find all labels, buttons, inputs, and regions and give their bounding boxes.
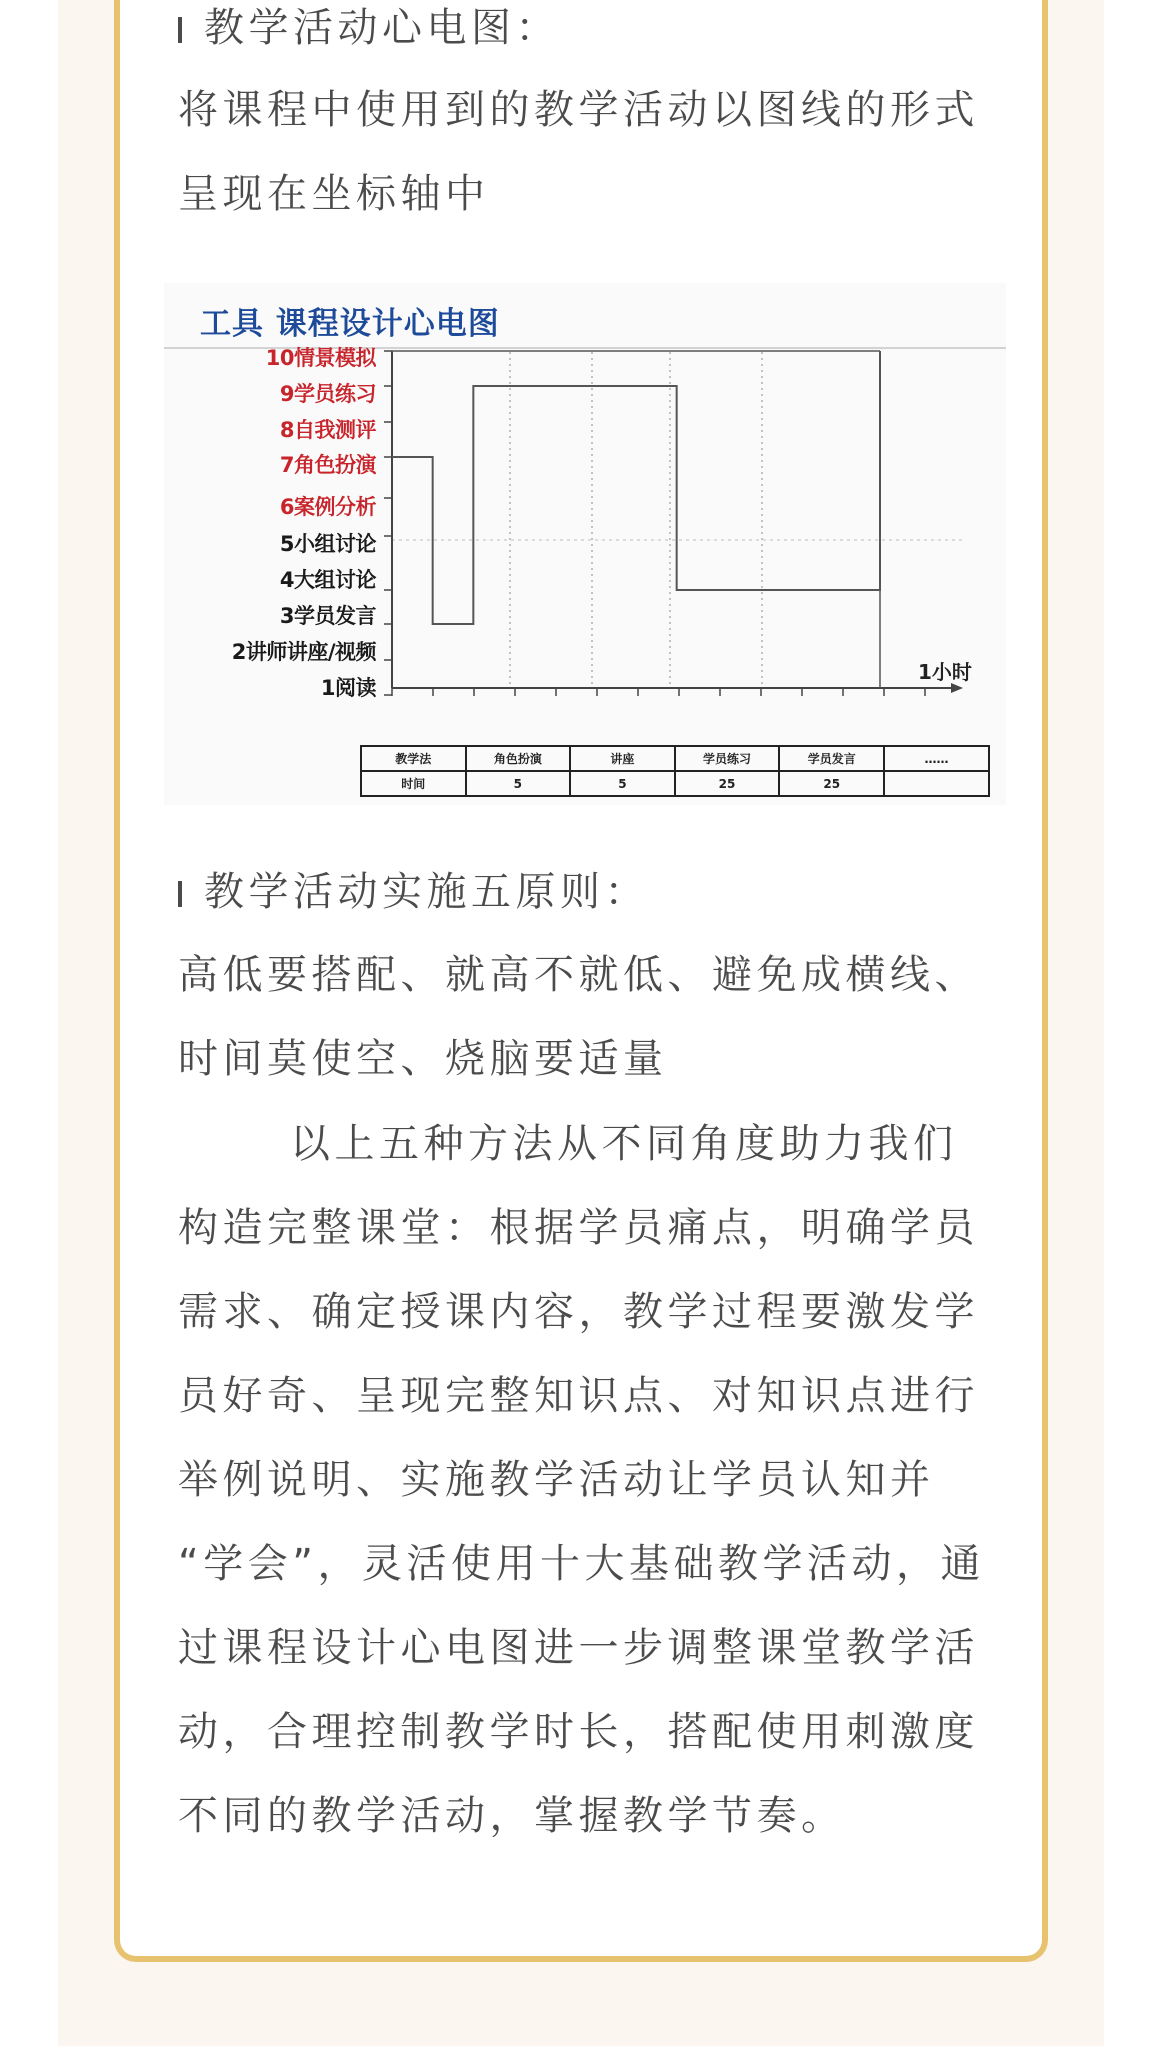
body-line: 员好奇、呈现完整知识点、对知识点进行 bbox=[178, 1373, 979, 1419]
body-line: “学会”，灵活使用十大基础教学活动，通 bbox=[178, 1541, 985, 1587]
table-cell: 角色扮演 bbox=[466, 746, 571, 771]
table-cell: 学员发言 bbox=[779, 746, 884, 771]
y-axis-label: 3学员发言 bbox=[279, 604, 376, 628]
y-axis-label: 2讲师讲座/视频 bbox=[231, 640, 376, 664]
y-axis-label: 9学员练习 bbox=[279, 382, 376, 406]
heading-bar bbox=[178, 881, 182, 907]
table-cell: 25 bbox=[779, 771, 884, 796]
table-cell: 5 bbox=[570, 771, 675, 796]
summary-paragraph bbox=[178, 1102, 988, 1858]
body-line: 动，合理控制教学时长，搭配使用刺激度 bbox=[178, 1709, 979, 1755]
y-axis-label: 10情景模拟 bbox=[265, 346, 376, 370]
body-line: 时间莫使空、烧脑要适量 bbox=[178, 1036, 668, 1082]
section-body-principles bbox=[178, 933, 988, 1101]
y-axis-label: 4大组讨论 bbox=[279, 568, 376, 592]
body-line: 构造完整课堂：根据学员痛点，明确学员 bbox=[178, 1205, 979, 1251]
table-row bbox=[361, 746, 989, 771]
section-heading-principles-text: 教学活动实施五原则： bbox=[204, 869, 649, 915]
body-line: 不同的教学活动，掌握教学节奏。 bbox=[178, 1793, 846, 1839]
x-axis-unit: 1小时 bbox=[918, 660, 972, 684]
x-axis-arrow bbox=[951, 683, 963, 693]
body-line: 将课程中使用到的教学活动以图线的形式 bbox=[178, 87, 979, 133]
section-heading-principles bbox=[178, 862, 649, 922]
body-line: 呈现在坐标轴中 bbox=[178, 171, 490, 217]
y-axis-label: 7角色扮演 bbox=[279, 453, 376, 477]
y-axis-label: 6案例分析 bbox=[279, 495, 376, 519]
y-axis-label: 5小组讨论 bbox=[279, 532, 376, 556]
y-axis-label: 1阅读 bbox=[320, 676, 376, 700]
y-axis-label: 8自我测评 bbox=[279, 418, 376, 442]
body-line: 举例说明、实施教学活动让学员认知并 bbox=[178, 1457, 935, 1503]
body-line: 以上五种方法从不同角度助力我们 bbox=[290, 1121, 958, 1167]
body-line: 过课程设计心电图进一步调整课堂教学活 bbox=[178, 1625, 979, 1671]
table-row bbox=[361, 771, 989, 796]
table-cell: 教学法 bbox=[361, 746, 466, 771]
section-heading-ecg-text: 教学活动心电图： bbox=[204, 5, 560, 51]
figure-title: 工具 课程设计心电图 bbox=[200, 306, 500, 342]
activity-time-table bbox=[360, 745, 990, 797]
activity-step-line bbox=[392, 351, 880, 624]
table-cell bbox=[884, 771, 989, 796]
table-cell: 讲座 bbox=[570, 746, 675, 771]
table-cell: 25 bbox=[675, 771, 780, 796]
table-cell: 5 bbox=[466, 771, 571, 796]
table-cell: 学员练习 bbox=[675, 746, 780, 771]
body-line: 需求、确定授课内容，教学过程要激发学 bbox=[178, 1289, 979, 1335]
table-cell: …… bbox=[884, 746, 989, 771]
body-line: 高低要搭配、就高不就低、避免成横线、 bbox=[178, 952, 979, 998]
table-cell: 时间 bbox=[361, 771, 466, 796]
